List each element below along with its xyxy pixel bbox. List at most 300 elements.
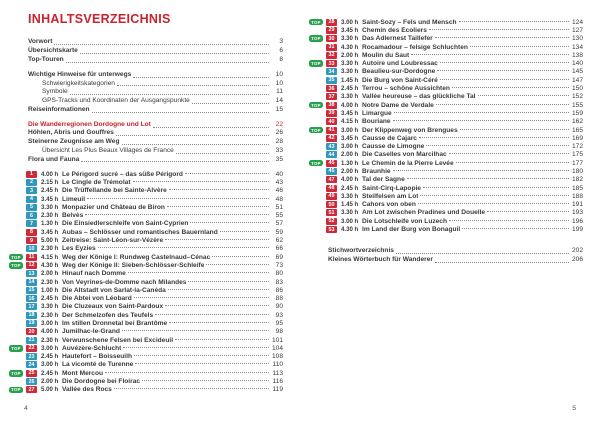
tour-row: [309, 225, 583, 233]
tour-title: Am Lot zwischen Pradines und Douelle: [362, 209, 486, 217]
dotted-leader: [192, 103, 269, 104]
tour-duration: 2.45 h: [41, 369, 59, 377]
tour-page-number: 90: [275, 303, 283, 311]
top-badge: TOP: [309, 160, 323, 167]
tour-page-number: 152: [571, 93, 583, 101]
toc-page-number: 10: [275, 70, 283, 78]
tour-list-left: [9, 170, 283, 394]
tour-number-badge: 33: [326, 60, 337, 67]
tour-title: Verwunschene Felsen bei Excideuil: [62, 336, 174, 344]
tour-title: Vallée des Rocs: [62, 386, 112, 394]
tour-duration: 4.30 h: [41, 261, 59, 269]
tour-row: [309, 126, 583, 134]
tour-title: Der Klippenweg von Brengues: [362, 126, 458, 134]
dotted-leader: [429, 29, 569, 30]
tour-row: [9, 319, 283, 327]
tour-row: [309, 217, 583, 225]
tour-title: Rocamadour – felsige Schluchten: [362, 43, 468, 51]
tour-duration: 2.45 h: [341, 184, 359, 192]
top-badge: TOP: [9, 262, 23, 269]
toc-entry: [28, 105, 283, 114]
tour-number-badge: 14: [26, 279, 37, 286]
dotted-leader: [128, 272, 269, 273]
tour-number-badge: 5: [26, 204, 37, 211]
tour-title: Braunhie: [362, 167, 391, 175]
tour-row: [9, 369, 283, 377]
tour-duration: 2.30 h: [41, 336, 59, 344]
dotted-leader: [426, 145, 569, 146]
toc-page-number: 26: [275, 129, 283, 137]
tour-page-number: 59: [275, 228, 283, 236]
tour-number-badge: 21: [26, 337, 37, 344]
tour-page-number: 188: [571, 192, 583, 200]
tour-page-number: 62: [275, 237, 283, 245]
tour-page-number: 48: [275, 195, 283, 203]
dotted-leader: [169, 322, 269, 323]
tour-row: [9, 294, 283, 302]
tour-title: Im stillen Dronnetal bei Brantôme: [62, 319, 168, 327]
toc-entry: [28, 47, 283, 56]
tour-row: [309, 184, 583, 192]
dotted-leader: [117, 85, 269, 86]
dotted-leader: [212, 256, 269, 257]
tour-number-badge: 24: [26, 361, 37, 368]
tour-page-number: 172: [571, 143, 583, 151]
dotted-leader: [394, 112, 569, 113]
tour-page-number: 180: [571, 167, 583, 175]
back-matter-list: [328, 247, 583, 264]
tour-duration: 3.30 h: [41, 203, 59, 211]
toc-entry-label: Schwierigkeitskategorien: [42, 79, 115, 87]
tour-duration: 1.30 h: [41, 220, 59, 228]
dotted-leader: [116, 135, 269, 136]
tour-title: Die Lotschleife von Luzech: [362, 217, 448, 225]
top-badge: TOP: [9, 370, 23, 377]
tour-title: Im Land der Burg von Bonaguil: [362, 226, 461, 234]
tour-duration: 3.30 h: [41, 303, 59, 311]
tour-number-badge: 49: [326, 193, 337, 200]
tour-row: [9, 361, 283, 369]
tour-number-badge: 8: [26, 229, 37, 236]
tour-duration: 5.00 h: [41, 386, 59, 394]
tour-duration: 2.00 h: [341, 167, 359, 175]
top-badge: TOP: [309, 35, 323, 42]
tour-page-number: 182: [571, 176, 583, 184]
tour-number-badge: 10: [26, 245, 37, 252]
tour-title: Die Abtei von Léobard: [62, 295, 132, 303]
toc-entry: [28, 129, 283, 138]
tour-number-badge: 40: [326, 118, 337, 125]
tour-page-number: 69: [275, 253, 283, 261]
tour-title: Bouriane: [362, 118, 391, 126]
dotted-leader: [167, 206, 269, 207]
tour-title: Jumilhac-le-Grand: [62, 328, 120, 336]
dotted-leader: [66, 62, 269, 63]
tour-row: [309, 159, 583, 167]
tour-number-badge: 13: [26, 270, 37, 277]
tour-duration: 3.45 h: [341, 109, 359, 117]
toc-entry: [28, 147, 283, 156]
dotted-leader: [456, 162, 569, 163]
tour-number-badge: 44: [326, 151, 337, 158]
tour-number-badge: 23: [26, 353, 37, 360]
tour-title: Limeuil: [62, 195, 86, 203]
tour-page-number: 155: [571, 101, 583, 109]
tour-row: [9, 236, 283, 244]
dotted-leader: [135, 363, 269, 364]
tour-duration: 3.00 h: [41, 361, 59, 369]
tour-number-badge: 43: [326, 143, 337, 150]
tour-duration: 3.30 h: [341, 68, 359, 76]
tour-number-badge: 29: [326, 27, 337, 34]
dotted-leader: [165, 239, 269, 240]
tour-number-badge: 39: [326, 110, 337, 117]
tour-row: [309, 209, 583, 217]
tour-row: [309, 76, 583, 84]
tour-row: [309, 84, 583, 92]
tour-title: Die Altstadt von Sarlat-la-Canéda: [62, 286, 166, 294]
tour-page-number: 116: [272, 378, 283, 386]
tour-row: [309, 142, 583, 150]
toc-entry-label: Übersichtskarte: [28, 46, 78, 54]
toc-entry: [28, 155, 283, 164]
tour-page-number: 119: [272, 386, 283, 394]
tour-row: [9, 377, 283, 385]
page-title: INHALTSVERZEICHNIS: [28, 12, 171, 26]
tour-row: [9, 253, 283, 261]
toc-entry-label: Höhlen, Abris und Gouffres: [28, 129, 114, 137]
tour-number-badge: 20: [26, 328, 37, 335]
tour-duration: 3.00 h: [341, 217, 359, 225]
tour-duration: 1.45 h: [341, 201, 359, 209]
tour-title: Weg der Könige II: Sieben-Schlösser-Schleife: [62, 261, 205, 269]
dotted-leader: [459, 21, 569, 22]
toc-page-number: 8: [279, 55, 283, 63]
tour-title: Mont Mercou: [62, 369, 104, 377]
tour-duration: 4.00 h: [341, 176, 359, 184]
tour-row: [309, 59, 583, 67]
tour-title: Die Trüffellande bei Sainte-Alvère: [62, 187, 167, 195]
tour-title: Cahors von oben: [362, 201, 416, 209]
tour-row: [309, 151, 583, 159]
toc-entry-label: Stichwortverzeichnis: [328, 247, 394, 255]
dotted-leader: [435, 262, 569, 263]
tour-row: [9, 270, 283, 278]
dotted-leader: [407, 178, 569, 179]
tour-row: [9, 278, 283, 286]
dotted-leader: [87, 198, 269, 199]
page-number-left: 4: [24, 405, 28, 412]
tour-duration: 2.00 h: [341, 51, 359, 59]
dotted-leader: [142, 380, 269, 381]
tour-number-badge: 36: [326, 85, 337, 92]
tour-title: Causse de Cajarc: [362, 134, 417, 142]
dotted-leader: [134, 297, 269, 298]
tour-number-badge: 6: [26, 212, 37, 219]
tour-row: [9, 328, 283, 336]
dotted-leader: [122, 144, 270, 145]
dotted-leader: [452, 87, 569, 88]
tour-number-badge: 9: [26, 237, 37, 244]
toc-page-number: 6: [279, 46, 283, 54]
tour-row: [9, 336, 283, 344]
tour-row: [309, 201, 583, 209]
tour-page-number: 113: [272, 369, 283, 377]
tour-row: [309, 43, 583, 51]
tour-page-number: 57: [275, 220, 283, 228]
tour-title: Hinauf nach Domme: [62, 270, 126, 278]
tour-number-badge: 18: [26, 312, 37, 319]
tour-row: [9, 353, 283, 361]
tour-row: [309, 68, 583, 76]
toc-entry: [28, 38, 283, 47]
tour-page-number: 165: [571, 126, 583, 134]
tour-page-number: 86: [275, 286, 283, 294]
tour-page-number: 175: [571, 151, 583, 159]
page-number-right: 5: [572, 405, 576, 412]
tour-row: [309, 109, 583, 117]
tour-page-number: 101: [271, 336, 283, 344]
dotted-leader: [206, 264, 269, 265]
toc-page-number: 206: [571, 255, 583, 263]
tour-number-badge: 16: [26, 295, 37, 302]
tour-number-badge: 25: [26, 370, 37, 377]
tour-duration: 3.30 h: [341, 209, 359, 217]
toc-entry: [328, 247, 583, 256]
tour-page-number: 134: [571, 43, 583, 51]
tour-title: Weg der Könige I: Rundweg Castelnaud–Cénac: [62, 253, 211, 261]
toc-page-number: 14: [275, 96, 283, 104]
tour-title: Monpazier und Château de Biron: [62, 203, 165, 211]
tour-title: Von Veyrines-de-Domme nach Milandes: [62, 278, 187, 286]
toc-entry: [28, 55, 283, 64]
tour-row: [309, 35, 583, 43]
tour-duration: 2.15 h: [41, 178, 59, 186]
tour-duration: 4.30 h: [341, 43, 359, 51]
tour-number-badge: 2: [26, 179, 37, 186]
tour-row: [9, 311, 283, 319]
tour-page-number: 73: [275, 261, 283, 269]
tour-duration: 2.30 h: [41, 278, 59, 286]
tour-number-badge: 47: [326, 176, 337, 183]
tour-page-number: 66: [275, 245, 283, 253]
tour-number-badge: 15: [26, 287, 37, 294]
tour-title: Saint-Sozy – Fels und Mensch: [362, 18, 457, 26]
tour-number-badge: 38: [326, 102, 337, 109]
tour-number-badge: 42: [326, 135, 337, 142]
dotted-leader: [70, 94, 269, 95]
tour-page-number: 196: [571, 217, 583, 225]
dotted-leader: [133, 181, 269, 182]
tour-duration: 2.00 h: [341, 151, 359, 159]
tour-number-badge: 48: [326, 185, 337, 192]
toc-page-number: 33: [275, 146, 283, 154]
dotted-leader: [98, 247, 269, 248]
tour-page-number: 40: [275, 170, 283, 178]
tour-page-number: 55: [275, 212, 283, 220]
tour-title: Le Chemin de la Pierre Levée: [362, 159, 454, 167]
toc-page-number: 15: [275, 105, 283, 113]
tour-row: [9, 228, 283, 236]
tour-title: Moulin du Saut: [362, 51, 410, 59]
dotted-leader: [188, 281, 269, 282]
toc-entry-label: Symbole: [42, 88, 68, 96]
tour-page-number: 199: [571, 226, 583, 234]
tour-page-number: 159: [571, 109, 583, 117]
dotted-leader: [155, 314, 269, 315]
tour-page-number: 80: [275, 270, 283, 278]
tour-page-number: 98: [275, 328, 283, 336]
tour-page-number: 43: [275, 178, 283, 186]
tour-page-number: 150: [571, 85, 583, 93]
dotted-leader: [418, 203, 569, 204]
tour-duration: 4.15 h: [41, 253, 59, 261]
tour-title: Die Einsiedlerschleife von Saint-Cyprien: [62, 220, 189, 228]
tour-list-right: [309, 18, 583, 234]
tour-title: Autoire und Loubressac: [362, 60, 438, 68]
dotted-leader: [220, 231, 269, 232]
toc-page-number: 28: [275, 138, 283, 146]
tour-number-badge: 12: [26, 262, 37, 269]
toc-page-number: 35: [275, 155, 283, 163]
toc-page-number: 202: [571, 247, 583, 255]
tour-page-number: 147: [571, 76, 583, 84]
dotted-leader: [80, 53, 269, 54]
dotted-leader: [411, 54, 569, 55]
tour-number-badge: 3: [26, 187, 37, 194]
tour-number-badge: 11: [26, 254, 37, 261]
toc-entry: [28, 138, 283, 147]
tour-title: Le Cingle de Trémolat: [62, 178, 131, 186]
tour-page-number: 46: [275, 187, 283, 195]
tour-number-badge: 28: [326, 19, 337, 26]
tour-number-badge: 19: [26, 320, 37, 327]
tour-title: Steilfelsen am Lot: [362, 192, 419, 200]
tour-number-badge: 37: [326, 93, 337, 100]
tour-duration: 4.00 h: [41, 170, 59, 178]
toc-entry: [28, 71, 283, 80]
tour-page-number: 138: [571, 51, 583, 59]
tour-number-badge: 30: [326, 35, 337, 42]
tour-row: [309, 101, 583, 109]
dotted-leader: [423, 187, 569, 188]
tour-duration: 4.30 h: [341, 226, 359, 234]
dotted-leader: [393, 120, 569, 121]
tour-title: Der Schmelzofen des Teufels: [62, 311, 154, 319]
dotted-leader: [460, 129, 569, 130]
dotted-leader: [449, 153, 569, 154]
top-badge: TOP: [309, 127, 323, 134]
tour-title: Limargue: [362, 109, 392, 117]
tour-number-badge: 52: [326, 218, 337, 225]
dotted-leader: [440, 79, 569, 80]
tour-row: [9, 303, 283, 311]
tour-duration: 4.00 h: [341, 101, 359, 109]
dotted-leader: [169, 189, 269, 190]
tour-duration: 3.00 h: [41, 319, 59, 327]
tour-page-number: 124: [571, 18, 583, 26]
tour-title: Tal der Sagne: [362, 176, 405, 184]
dotted-leader: [396, 253, 569, 254]
tour-duration: 5.00 h: [41, 237, 59, 245]
tour-title: Hautefort – Boisseuilh: [62, 353, 132, 361]
top-badge: TOP: [9, 345, 23, 352]
tour-title: Chemin des Écoliers: [362, 26, 427, 34]
tour-page-number: 51: [275, 203, 283, 211]
dotted-leader: [437, 70, 569, 71]
tour-duration: 2.45 h: [41, 295, 59, 303]
tour-title: Die Cluzeaux von Saint-Pardoux: [62, 303, 164, 311]
tour-row: [9, 195, 283, 203]
dotted-leader: [470, 46, 569, 47]
tour-duration: 4.15 h: [341, 118, 359, 126]
dotted-leader: [185, 173, 269, 174]
tour-duration: 3.00 h: [341, 18, 359, 26]
tour-row: [309, 167, 583, 175]
tour-duration: 1.45 h: [341, 76, 359, 84]
tour-page-number: 140: [571, 60, 583, 68]
tour-row: [309, 192, 583, 200]
dotted-leader: [176, 153, 269, 154]
tour-duration: 3.45 h: [41, 228, 59, 236]
tour-duration: 2.30 h: [41, 245, 59, 253]
tour-row: [309, 18, 583, 26]
tour-duration: 3.00 h: [341, 126, 359, 134]
dotted-leader: [393, 170, 569, 171]
tour-number-badge: 26: [26, 378, 37, 385]
tour-page-number: 130: [571, 35, 583, 43]
tour-duration: 3.45 h: [41, 195, 59, 203]
tour-number-badge: 17: [26, 303, 37, 310]
dotted-leader: [165, 305, 269, 306]
tour-page-number: 104: [271, 344, 283, 352]
front-matter-list: [28, 38, 283, 164]
tour-row: [9, 286, 283, 294]
tour-page-number: 145: [571, 68, 583, 76]
tour-title: Les Eyzies: [62, 245, 96, 253]
toc-entry-label: Top-Touren: [28, 55, 64, 63]
dotted-leader: [440, 62, 569, 63]
dotted-leader: [81, 161, 269, 162]
toc-entry: [328, 256, 583, 265]
tour-number-badge: 22: [26, 345, 37, 352]
top-badge: TOP: [9, 387, 23, 394]
top-badge: TOP: [9, 254, 23, 261]
dotted-leader: [175, 339, 269, 340]
dotted-leader: [123, 347, 269, 348]
tour-number-badge: 31: [326, 44, 337, 51]
tour-title: Notre Dame de Verdale: [362, 101, 434, 109]
tour-duration: 3.30 h: [341, 192, 359, 200]
tour-duration: 3.00 h: [41, 344, 59, 352]
tour-duration: 4.00 h: [41, 328, 59, 336]
tour-number-badge: 1: [26, 171, 37, 178]
tour-page-number: 93: [275, 311, 283, 319]
tour-title: Auvézère-Schlucht: [62, 344, 122, 352]
tour-duration: 2.45 h: [341, 85, 359, 93]
tour-page-number: 83: [275, 278, 283, 286]
toc-entry-label: Reiseinformationen: [28, 105, 90, 113]
tour-duration: 2.45 h: [41, 187, 59, 195]
tour-title: Vallée heureuse – das glückliche Tal: [362, 93, 476, 101]
tour-duration: 2.45 h: [41, 353, 59, 361]
tour-title: Terrou – schöne Aussichten: [362, 85, 450, 93]
toc-page-number: 3: [279, 38, 283, 46]
dotted-leader: [134, 355, 269, 356]
tour-row: [309, 176, 583, 184]
tour-duration: 3.30 h: [341, 35, 359, 43]
tour-row: [9, 344, 283, 352]
